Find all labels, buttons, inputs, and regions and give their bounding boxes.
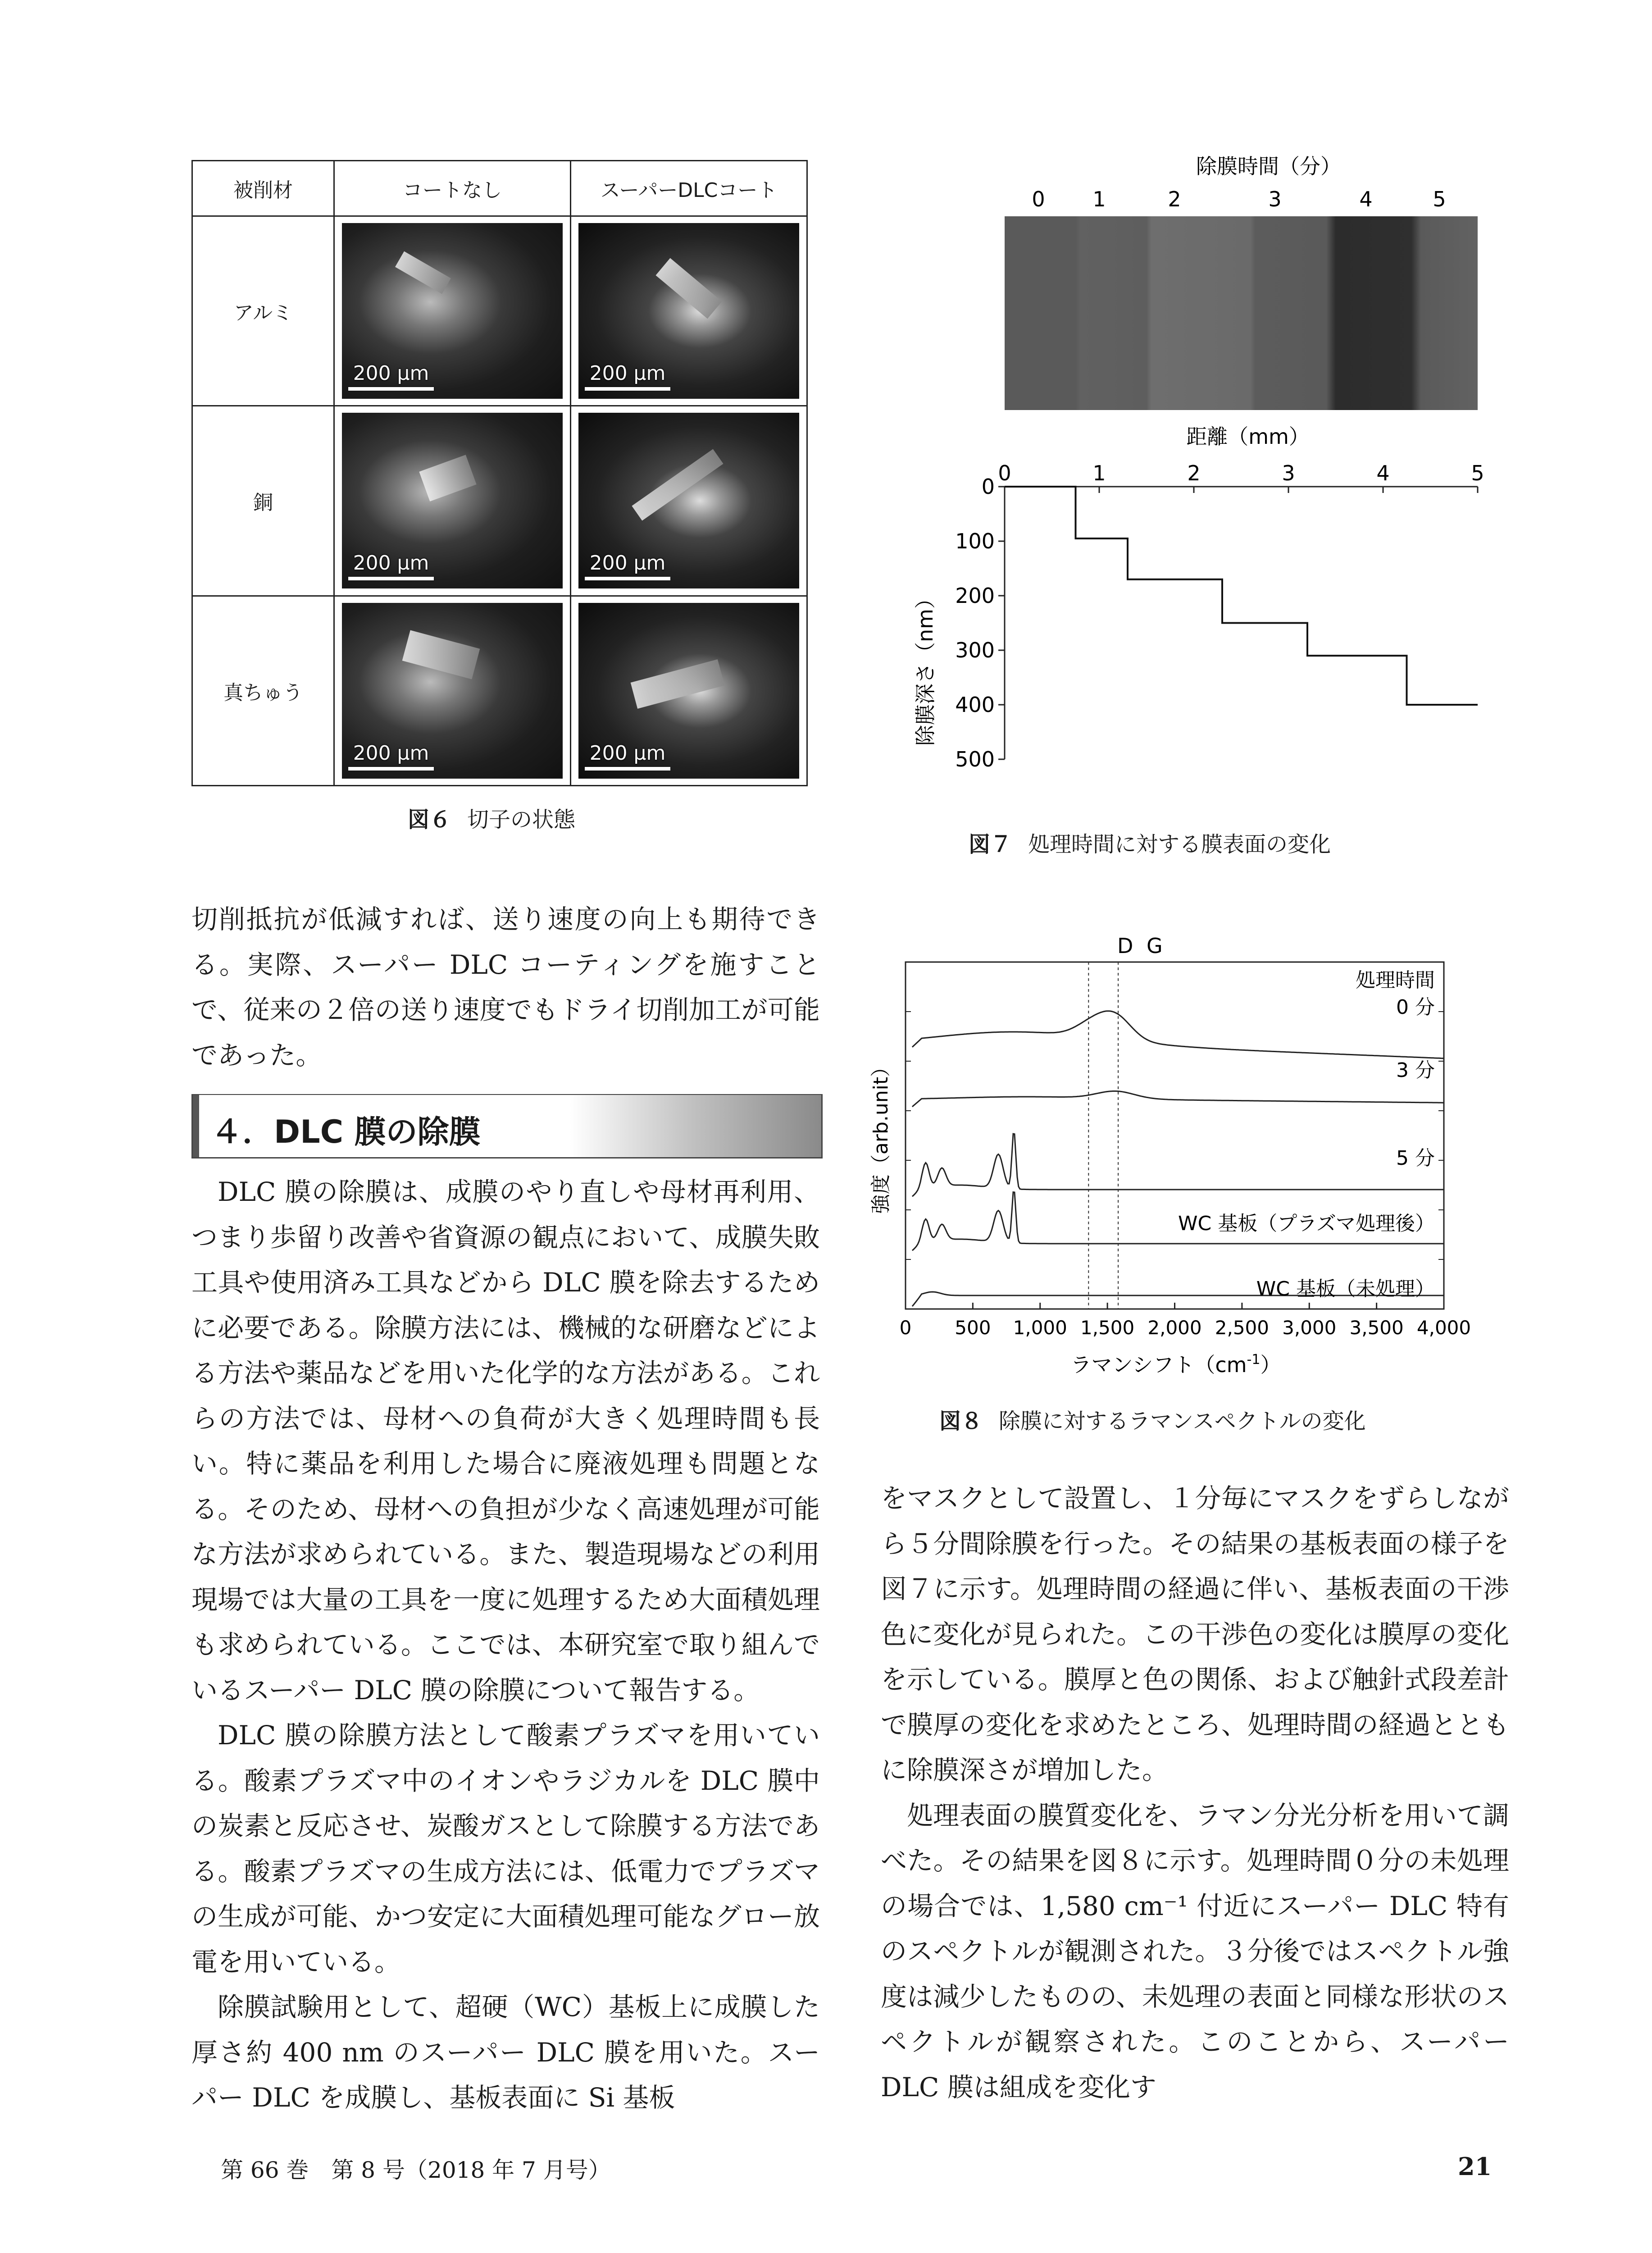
fig7-time-tick: 5	[1433, 187, 1446, 211]
fig7-x-tick-label: 2	[1187, 461, 1201, 485]
fig7-time-tick: 0	[1032, 187, 1045, 211]
fig8-peak-d: D	[1117, 934, 1133, 958]
figure-7	[883, 153, 1514, 820]
journal-issue: 第 66 巻 第 8 号（2018 年 7 月号）	[221, 2157, 611, 2183]
paragraph: 切削抵抗が低減すれば、送り速度の向上も期待できる。実際、スーパー DLC コーティングを施すことで、従来の２倍の送り速度でもドライ切削加工が可能であった。	[191, 904, 820, 1071]
header-material: 被削材	[192, 161, 334, 216]
fig8-x-tick-label: 1,500	[1080, 1317, 1135, 1339]
left-column-top	[191, 897, 820, 1078]
fig8-label-3min: 3 分	[1396, 1059, 1435, 1082]
fig8-x-tick-label: 4,000	[1416, 1317, 1471, 1339]
scale-bar: 200 μm	[348, 553, 434, 580]
header-uncoated: コートなし	[334, 161, 571, 216]
fig8-series-5min	[912, 1134, 1444, 1196]
fig7-time-title: 除膜時間（分）	[1196, 154, 1341, 178]
scale-bar: 200 μm	[348, 743, 434, 771]
fig7-x-tick-label: 3	[1282, 461, 1295, 485]
fig8-peak-g: G	[1147, 934, 1163, 958]
fig8-label-wc-untreated: WC 基板（未処理）	[1256, 1277, 1435, 1300]
fig7-y-tick-label: 500	[955, 747, 995, 771]
figure-8-caption: 図８ 除膜に対するラマンスペクトルの変化	[939, 1409, 1366, 1434]
fig7-depth-line	[1005, 487, 1478, 705]
row-label-copper: 銅	[192, 406, 334, 596]
chip-photo-copper-uncoated	[342, 413, 563, 588]
scale-bar: 200 μm	[348, 364, 434, 391]
chip-photo-brass-uncoated	[342, 603, 563, 779]
fig8-x-tick-label: 2,500	[1215, 1317, 1269, 1339]
fig8-x-tick-label: 1,000	[1013, 1317, 1067, 1339]
fig7-distance-title: 距離（mm）	[1186, 424, 1310, 449]
scale-bar: 200 μm	[585, 743, 670, 771]
fig7-time-tick: 1	[1092, 187, 1106, 211]
header-dlc-coated: スーパーDLCコート	[571, 161, 807, 216]
fig7-x-tick-label: 5	[1471, 461, 1484, 485]
scale-bar: 200 μm	[585, 364, 670, 391]
fig8-x-tick-label: 3,500	[1349, 1317, 1404, 1339]
fig7-y-tick-label: 400	[955, 693, 995, 717]
page-number: 21	[1458, 2152, 1492, 2181]
fig8-label-5min: 5 分	[1396, 1147, 1435, 1170]
fig8-label-wc-plasma: WC 基板（プラズマ処理後）	[1178, 1212, 1435, 1235]
fig8-ylabel: 強度（arb.unit）	[869, 1057, 892, 1214]
paragraph: をマスクとして設置し、１分毎にマスクをずらしながら５分間除膜を行った。その結果の基板表面の様子を図７に示す。処理時間の経過に伴い、基板表面の干渉色に変化が見られた。この干渉色の変化は膜厚の変化を示している。膜厚と色の関係、および触針式段差計で膜厚の変化を求めたところ、処理時間の経過とともに除膜深さが増加した。	[881, 1483, 1509, 1785]
fig7-x-tick-label: 0	[998, 461, 1011, 485]
row-label-brass: 真ちゅう	[192, 596, 334, 785]
figure-8	[856, 928, 1532, 1397]
fig8-legend-title: 処理時間	[1356, 969, 1435, 992]
fig8-x-tick-label: 0	[899, 1317, 912, 1339]
row-label-aluminum: アルミ	[192, 216, 334, 406]
paragraph: DLC 膜の除膜方法として酸素プラズマを用いている。酸素プラズマ中のイオンやラジカルを DLC 膜中の炭素と反応させ、炭酸ガスとして除膜する方法である。酸素プラズマの生成方法には、低電力でプラズマの生成が可能、かつ安定に大面積処理可能なグロー放電を用いている。	[191, 1720, 820, 1977]
fig7-y-tick-label: 300	[955, 638, 995, 662]
fig7-ylabel: 除膜深さ（nm）	[913, 588, 937, 746]
section-heading: ４．DLC 膜の除膜	[191, 1094, 823, 1158]
paragraph: DLC 膜の除膜は、成膜のやり直しや母材再利用、つまり歩留り改善や省資源の観点において、成膜失敗工具や使用済み工具などから DLC 膜を除去するために必要である。除膜方法には、機械的な研磨などによる方法や薬品などを用いた化学的な方法がある。これらの方法では、母材への負荷が大きく処理時間も長い。特に薬品を利用した場合に廃液処理も問題となる。そのため、母材への負担が少なく高速処理が可能な方法が求められている。また、製造現場などの利用現場では大量の工具を一度に処理するため大面積処理も求められている。ここでは、本研究室で取り組んでいるスーパー DLC 膜の除膜について報告する。	[191, 1177, 820, 1706]
fig8-x-tick-label: 3,000	[1282, 1317, 1337, 1339]
paragraph: 処理表面の膜質変化を、ラマン分光分析を用いて調べた。その結果を図８に示す。処理時間０分の未処理の場合では、1,580 cm⁻¹ 付近にスーパー DLC 特有のスペクトルが観測された。３分後ではスペクトル強度は減少したものの、未処理の表面と同様な形状のスペクトルが観察された。このことから、スーパー DLC 膜は組成を変化す	[881, 1800, 1509, 2102]
left-column-body	[191, 1169, 820, 2121]
fig7-y-tick-label: 100	[955, 529, 995, 553]
fig8-xlabel: ラマンシフト$(cm^{-1})$	[1070, 1352, 1281, 1377]
chip-photo-aluminum-coated	[578, 223, 799, 399]
fig7-time-tick: 4	[1359, 187, 1373, 211]
fig8-series-3min	[912, 1091, 1444, 1107]
fig7-time-tick: 3	[1268, 187, 1282, 211]
fig7-x-tick-label: 4	[1376, 461, 1390, 485]
fig7-surface-photo	[1005, 216, 1478, 410]
figure-6-table	[191, 160, 806, 786]
chip-photo-brass-coated	[578, 603, 799, 779]
fig7-y-tick-label: 0	[981, 474, 995, 499]
right-column-body	[881, 1476, 1509, 2110]
fig8-x-tick-label: 2,000	[1147, 1317, 1202, 1339]
fig8-label-0min: 0 分	[1396, 996, 1435, 1019]
fig7-y-tick-label: 200	[955, 584, 995, 608]
fig7-time-tick: 2	[1168, 187, 1181, 211]
fig7-x-tick-label: 1	[1092, 461, 1106, 485]
fig8-frame	[906, 962, 1444, 1309]
figure-6-caption: 図６ 切子の状態	[408, 807, 576, 832]
fig8-x-tick-label: 500	[955, 1317, 991, 1339]
fig8-series-0min	[912, 1011, 1444, 1058]
paragraph: 除膜試験用として、超硬（WC）基板上に成膜した厚さ約 400 nm のスーパー DLC 膜を用いた。スーパー DLC を成膜し、基板表面に Si 基板	[191, 1992, 820, 2113]
figure-7-caption: 図７ 処理時間に対する膜表面の変化	[969, 832, 1331, 857]
chip-photo-copper-coated	[578, 413, 799, 588]
chip-photo-aluminum-uncoated	[342, 223, 563, 399]
scale-bar: 200 μm	[585, 553, 670, 580]
